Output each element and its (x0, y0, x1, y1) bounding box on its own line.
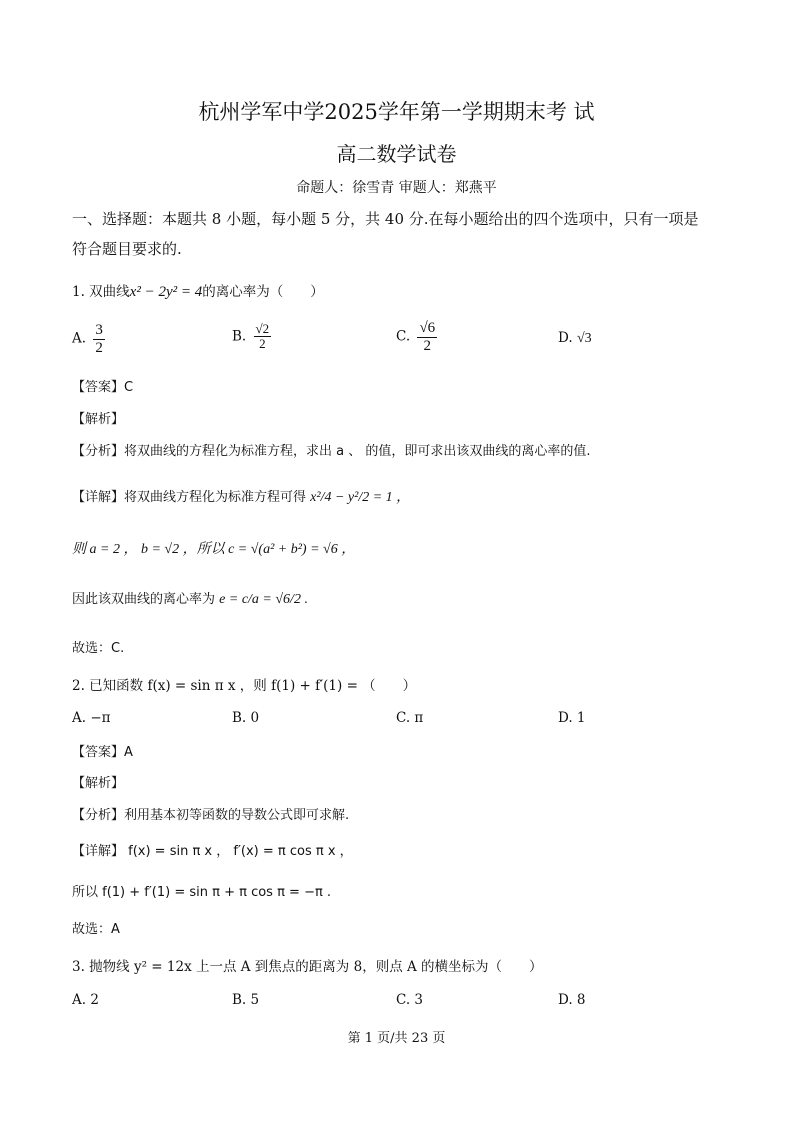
q1-fenxi: 【分析】将双曲线的方程化为标准方程，求出 a 、 的值，即可求出该双曲线的离心率的值. (72, 444, 591, 459)
q1-analysis-tag: 【解析】 (72, 412, 125, 427)
line-e-prefix: 因此该双曲线的离心率为 (72, 592, 216, 607)
q1-line-a: 则 a = 2 ， b = √2 ，所以 c = √(a² + b²) = √6 ， (72, 542, 356, 557)
fraction (254, 322, 272, 352)
q1-answer: 【答案】C (72, 380, 134, 395)
q2-analysis-tag: 【解析】 (72, 776, 125, 791)
option-label: A. (72, 330, 87, 347)
q1-option-c (396, 320, 440, 354)
q2-option-b: B. 0 (232, 710, 260, 726)
option-label: B. (232, 328, 247, 345)
question-1-prefix: 1. 双曲线 (72, 284, 130, 300)
q1-line-e (72, 588, 308, 608)
question-3: 3. 抛物线 y² = 12x 上一点 A 到焦点的距离为 8，则点 A 的横坐标为（ ） (72, 959, 543, 975)
fraction (93, 322, 105, 356)
exam-title: 杭州学军中学2025学年第一学期期末考 试 (198, 100, 595, 124)
q2-fenxi: 【分析】利用基本初等函数的导数公式即可求解. (72, 808, 350, 823)
q1-option-d (558, 330, 592, 347)
q1-option-a (72, 322, 108, 356)
authors-line: 命题人：徐雪青 审题人：郑燕平 (296, 180, 497, 196)
exam-subtitle: 高二数学试卷 (336, 142, 457, 166)
page-footer: 第 1 页/共 23 页 (347, 1031, 446, 1046)
q1-guxuan: 故选：C. (72, 641, 125, 656)
numerator: 3 (95, 322, 103, 338)
denominator: 2 (259, 336, 266, 352)
denominator: 2 (423, 337, 432, 354)
q3-option-b: B. 5 (232, 992, 260, 1008)
fraction (417, 320, 437, 354)
section-heading-line2: 符合题目要求的. (72, 240, 182, 258)
q2-line: 所以 f(1) + f′(1) = sin π + π cos π = −π . (72, 885, 332, 900)
q2-option-a: A. −π (72, 710, 111, 726)
q3-option-d: D. 8 (558, 992, 586, 1008)
numerator: √2 (255, 321, 270, 336)
q1-xiangjie (72, 486, 410, 506)
q2-option-d: D. 1 (558, 710, 586, 726)
q3-option-c: C. 3 (396, 992, 424, 1008)
q1-option-b (232, 322, 274, 352)
xiangjie-prefix: 【详解】将双曲线方程化为标准方程可得 (72, 490, 307, 505)
question-1-suffix: 的离心率为（ ） (202, 284, 324, 300)
question-1 (72, 280, 324, 301)
q3-option-a: A. 2 (72, 992, 99, 1008)
option-value: √3 (576, 331, 592, 346)
option-label: C. (396, 328, 411, 345)
question-1-equation: x² − 2y² = 4 (129, 284, 203, 300)
option-label: D. (558, 330, 573, 346)
section-heading-line1: 一、选择题：本题共 8 小题，每小题 5 分，共 40 分.在每小题给出的四个选项中，只有一项是 (72, 210, 699, 228)
q2-answer: 【答案】A (72, 745, 133, 760)
q2-xiangjie: 【详解】 f(x) = sin π x ， f′(x) = π cos π x ， (72, 844, 353, 859)
question-2: 2. 已知函数 f(x) = sin π x ，则 f(1) + f′(1) = （ ） (72, 678, 417, 694)
numerator: √6 (419, 320, 436, 336)
denominator: 2 (95, 339, 103, 356)
line-e-equation: e = c/a = √6/2 . (219, 592, 308, 607)
q2-option-c: C. π (396, 710, 424, 726)
q2-guxuan: 故选：A (72, 922, 120, 937)
xiangjie-equation: x²/4 − y²/2 = 1 ， (310, 490, 411, 505)
